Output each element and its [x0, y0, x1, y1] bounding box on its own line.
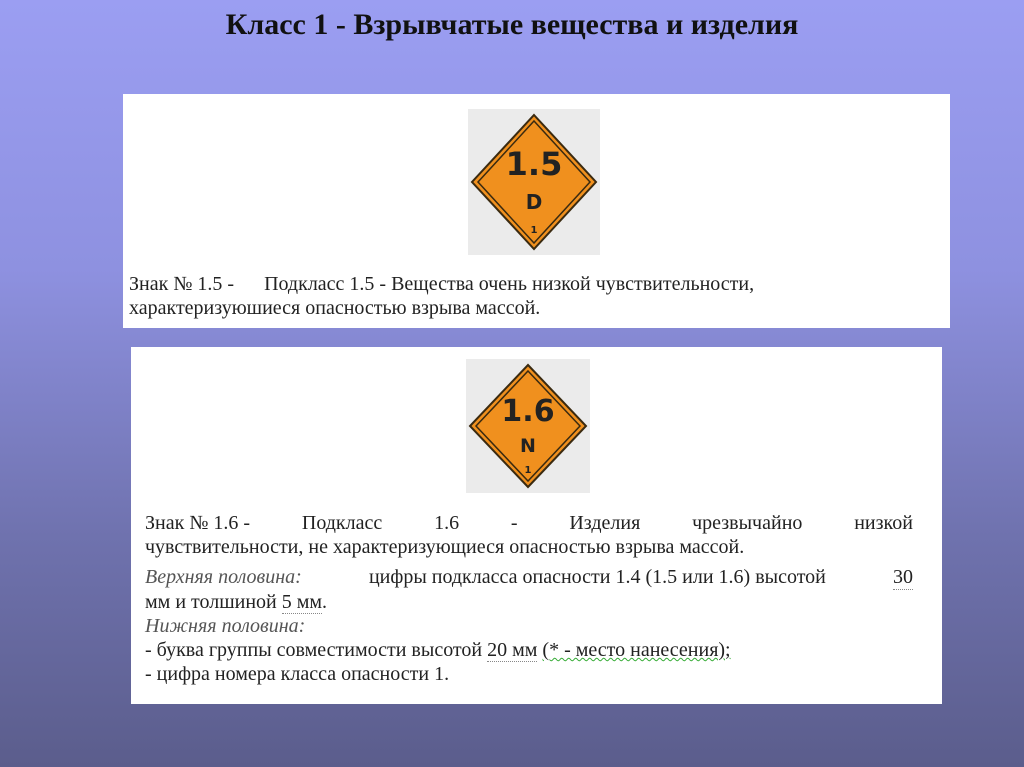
lower-half-item-2: - цифра номера класса опасности 1.: [145, 663, 450, 685]
slide-title: Класс 1 - Взрывчатые вещества и изделия: [225, 8, 799, 41]
placard-number: 1.6: [501, 394, 555, 429]
description-line-1: Знак № 1.6 - Подкласс 1.6 - Изделия чрезвычайно низкой: [145, 512, 913, 534]
placard-1-6-image: [466, 359, 590, 493]
upper-thickness-value: 5 мм: [281, 591, 323, 613]
lower-half-item-1: - буква группы совместимости высотой 20 мм (* - место нанесения);: [145, 639, 731, 661]
sign-description-1-6: [145, 511, 913, 686]
hazard-diamond-icon: [466, 359, 590, 493]
placard-1-5-image: [468, 109, 600, 255]
placard-number: 1.5: [505, 145, 563, 183]
placard-letter: D: [525, 190, 543, 214]
upper-height-value: 30: [893, 566, 913, 588]
description-line-2: характеризуюшиеся опасностью взрыва массой.: [129, 297, 541, 319]
lower-half-label: Нижняя половина:: [145, 615, 306, 637]
sign-card-1-6: [131, 347, 942, 704]
upper-half-paragraph: Верхняя половина: цифры подкласса опасности 1.4 (1.5 или 1.6) высотой 30 мм и толшиной 5 мм.: [145, 566, 913, 613]
hazard-diamond-icon: [468, 109, 600, 255]
description-line-2: чувствительности, не характеризующиеся опасностью взрыва массой.: [145, 536, 745, 558]
upper-half-label: Верхняя половина:: [145, 566, 302, 588]
placard-class: 1: [524, 465, 532, 476]
subclass-description: Подкласс 1.5 - Вещества очень низкой чувствительности,: [264, 273, 755, 295]
sign-description-1-5: [129, 272, 941, 320]
sign-card-1-5: [123, 94, 950, 328]
placard-letter: N: [520, 435, 536, 457]
placard-class: 1: [530, 225, 538, 236]
upper-half-text: цифры подкласса опасности 1.4 (1.5 или 1.6) высотой: [368, 566, 826, 588]
sign-label: Знак № 1.5 -: [129, 273, 235, 295]
